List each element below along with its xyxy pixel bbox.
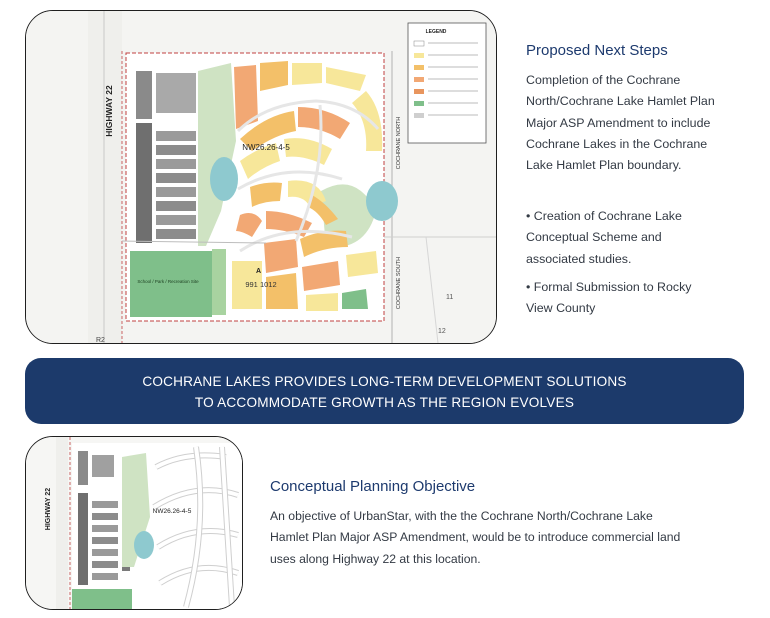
road-north-label: COCHRANE NORTH bbox=[396, 116, 402, 170]
site-plan-drawing bbox=[26, 11, 496, 343]
proposed-steps-bullet-2: • Formal Submission to Rocky View County bbox=[526, 280, 692, 316]
commercial-concept-map bbox=[25, 436, 243, 610]
secondary-parcel-label: NW26.26-4-5 bbox=[152, 508, 192, 515]
objective-title: Conceptual Planning Objective bbox=[270, 478, 476, 495]
banner-line-1: COCHRANE LAKES PROVIDES LONG-TERM DEVELOPMENT SOLUTIONS bbox=[142, 374, 627, 389]
commercial-concept-drawing bbox=[26, 437, 242, 609]
proposed-steps-bullet-1: • Creation of Cochrane Lake Conceptual Scheme and associated studies. bbox=[526, 209, 682, 266]
lot-12-label: 12 bbox=[438, 328, 446, 335]
lot-11-label: 11 bbox=[446, 294, 454, 301]
secondary-highway-label: HIGHWAY 22 bbox=[45, 487, 52, 531]
legend-title: LEGEND bbox=[425, 29, 447, 35]
site-plan-map bbox=[25, 10, 497, 344]
headline-banner bbox=[25, 358, 744, 424]
school-site-label: School / Park / Recreation Site bbox=[137, 279, 199, 284]
proposed-steps-paragraph-1: Completion of the Cochrane North/Cochrane Lake Hamlet Plan Major ASP Amendment to include Cochrane Lakes in the Cochrane Lake Hamlet Plan boundary. bbox=[526, 73, 715, 173]
parcel-label: NW26.26-4-5 bbox=[242, 143, 290, 152]
road-south-label: COCHRANE SOUTH bbox=[396, 256, 402, 310]
lot-number: 991 1012 bbox=[245, 280, 277, 289]
lot-letter: A bbox=[256, 268, 262, 275]
banner-line-2: TO ACCOMMODATE GROWTH AS THE REGION EVOLVES bbox=[194, 395, 575, 410]
highway-label: HIGHWAY 22 bbox=[104, 85, 114, 137]
road-bottom-label: R2 bbox=[96, 337, 105, 343]
objective-body: An objective of UrbanStar, with the the Cochrane North/Cochrane Lake Hamlet Plan Major ASP Amendment, would be to introduce commercial land uses along Highway 22 at this location. bbox=[270, 509, 681, 566]
proposed-steps-title: Proposed Next Steps bbox=[526, 42, 668, 59]
